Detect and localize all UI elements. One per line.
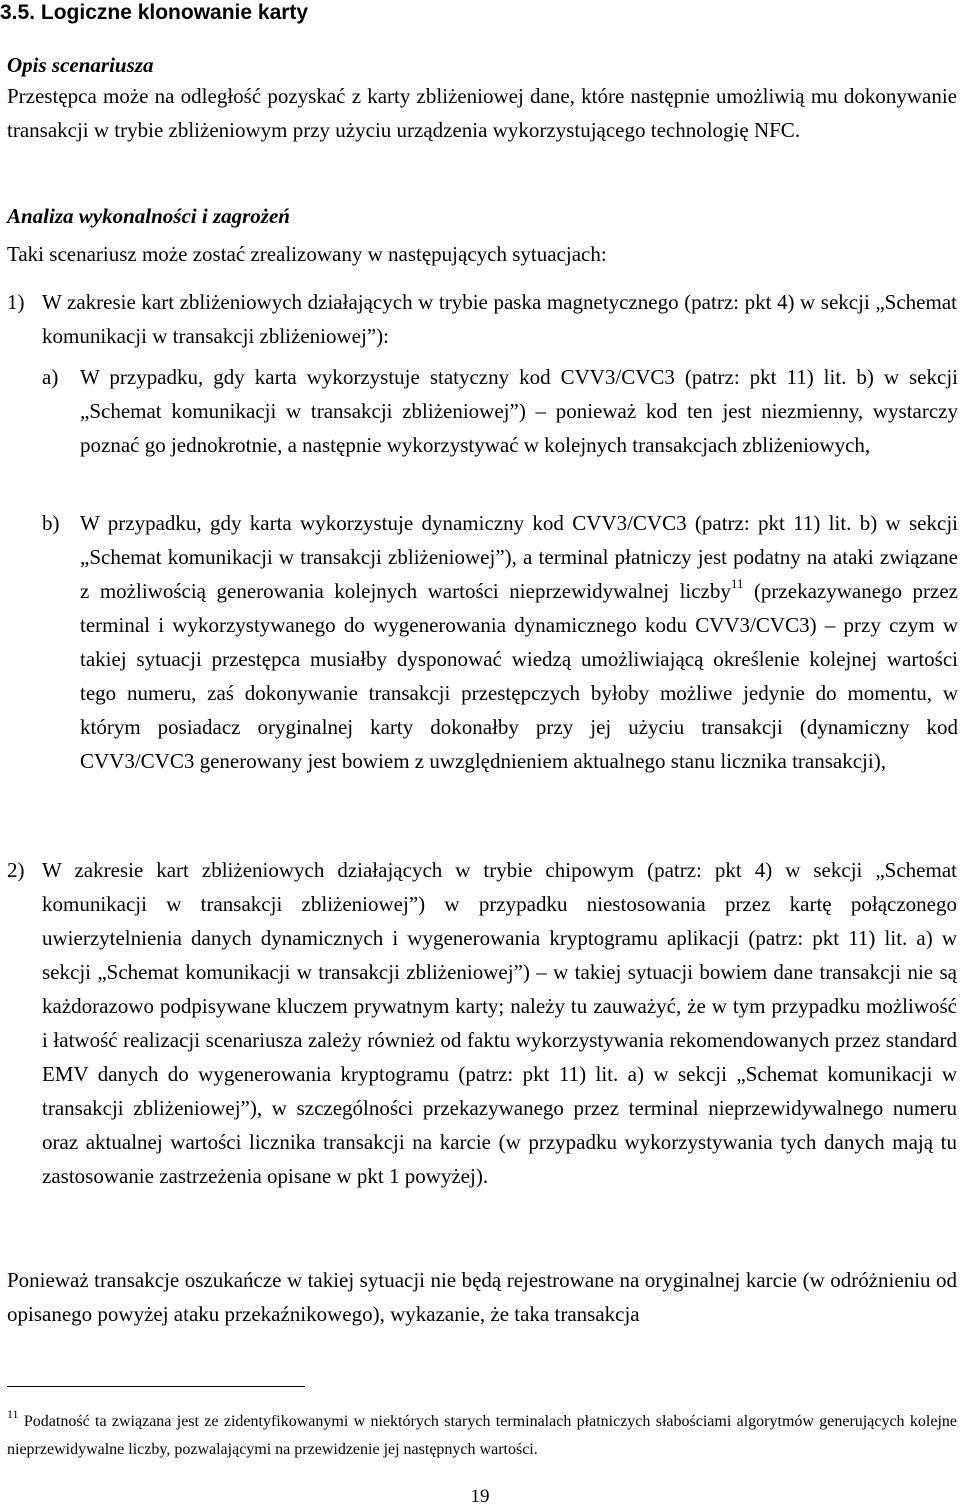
footnote-text: Podatność ta związana jest ze zidentyfikowanymi w niektórych starych terminalach płatniczych słabościami algorytmów generujących kolejne nieprzewidywalne liczby, pozwalającymi na przewidzenie jej następnych wartości. [7,1413,957,1458]
sub-b-text-part1: W przypadku, gdy karta wykorzystuje dynamiczny kod CVV3/CVC3 (patrz: pkt 11) lit. b) w sekcji „Schemat komunikacji w transakcji zbliżeniowej”), a terminal płatniczy jest podatny na ataki związane z możliwością generowania kolejnych wartości nieprzewidywalnej liczby [80,511,958,603]
opis-heading: Opis scenariusza [7,53,154,77]
footnote-divider [7,1386,305,1387]
opis-body: Przestępca może na odległość pozyskać z karty zbliżeniowej dane, które następnie umożliwią mu dokonywanie transakcji w trybie zbliżeniowym przy użyciu urządzenia wykorzystującego technologię NFC. [7,84,957,142]
sub-b-text-part2: (przekazywanego przez terminal i wykorzystywanego do wygenerowania dynamicznego kodu CVV3/CVC3) – przy czym w takiej sytuacji przestępca musiałby dysponować wiedzą umożliwiającą określenie kolejnej wartości tego numeru, zaś dokonywanie transakcji przestępczych byłoby możliwe jedynie do momentu, w którym posiadacz oryginalnej karty dokonałby przy jej użyciu transakcji (dynamiczny kod CVV3/CVC3 generowany jest bowiem z uwzględnieniem aktualnego stanu licznika transakcji), [80,579,958,773]
item1-sub-a-text: W przypadku, gdy karta wykorzystuje statyczny kod CVV3/CVC3 (patrz: pkt 11) lit. b) w sekcji „Schemat komunikacji w transakcji zbliżeniowej”) – ponieważ kod ten jest niezmienny, wystarczy poznać go jednokrotnie, a następnie wykorzystywać w kolejnych transakcjach zbliżeniowych, [80,365,958,457]
footnote-reference[interactable]: 11 [730,576,744,591]
section-title [0,0,308,26]
page-number: 19 [470,1486,490,1507]
footnote [7,1408,957,1464]
item1-text: W zakresie kart zbliżeniowych działających w trybie paska magnetycznego (patrz: pkt 4) w sekcji „Schemat komunikacji w transakcji zbliżeniowej”): [42,290,957,348]
footnote-number: 11 [7,1406,19,1421]
analiza-intro: Taki scenariusz może zostać zrealizowany w następujących sytuacjach: [7,242,607,266]
section-title-text: Logiczne klonowanie karty [40,1,309,24]
closing-paragraph: Ponieważ transakcje oszukańcze w takiej sytuacji nie będą rejestrowane na oryginalnej karcie (w odróżnieniu od opisanego powyżej ataku przekaźnikowego), wykazanie, że taka transakcja [7,1268,957,1326]
item2-marker: 2) [7,858,25,882]
section-number: 3.5. [0,1,36,24]
item1-marker: 1) [7,290,25,314]
item2-text: W zakresie kart zbliżeniowych działających w trybie chipowym (patrz: pkt 4) w sekcji „Schemat komunikacji w transakcji zbliżeniowej”) w przypadku niestosowania przez kartę połączonego uwierzytelnienia danych dynamicznych i wygenerowania kryptogramu aplikacji (patrz: pkt 11) lit. a) w sekcji „Schemat komunikacji w transakcji zbliżeniowej”) – w takiej sytuacji bowiem dane transakcji nie są każdorazowo podpisywane kluczem prywatnym karty; należy tu zauważyć, że w tym przypadku możliwość i łatwość realizacji scenariusza zależy również od faktu wykorzystywania rekomendowanych przez standard EMV danych do wygenerowania kryptogramu (patrz: pkt 11) lit. a) w sekcji „Schemat komunikacji w transakcji zbliżeniowej”), w szczególności przekazywanego przez terminal nieprzewidywalnego numeru oraz aktualnej wartości licznika transakcji na karcie (w przypadku wykorzystywania tych danych mają tu zastosowanie zastrzeżenia opisane w pkt 1 powyżej). [42,858,957,1188]
item1-sub-a-marker: a) [42,365,59,389]
item1-sub-b-text [80,506,958,778]
analiza-heading: Analiza wykonalności i zagrożeń [7,204,290,228]
item1-sub-b-marker: b) [42,511,60,535]
